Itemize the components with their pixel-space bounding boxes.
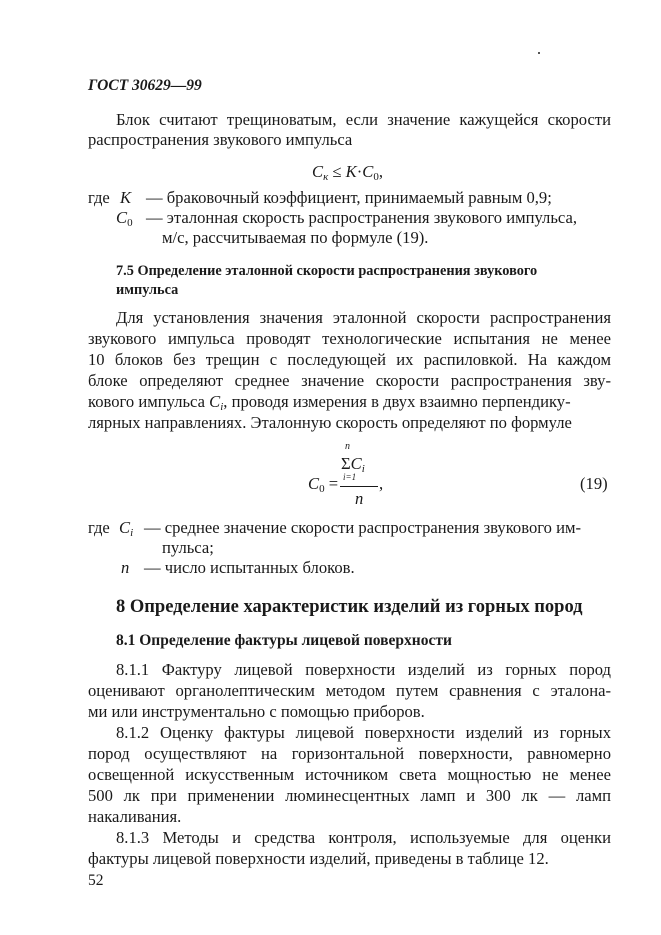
section-7-5-title-line1: 7.5 Определение эталонной скорости распространения звукового <box>116 263 538 279</box>
para812-line3: освещенной искусственным источником света мощностью не менее <box>88 765 611 784</box>
where1-c0-symbol: $C_0$ <box>116 208 133 229</box>
para811-line1: 8.1.1 Фактуру лицевой поверхности изделий из горных пород <box>116 660 611 679</box>
where1-c0-line1: — эталонная скорость распространения звукового импульса, <box>146 208 577 227</box>
para2-line1: Для установления значения эталонной скорости распространения <box>116 308 611 327</box>
where2-ci-symbol: $C_i$ <box>119 518 134 539</box>
para1-line2: распространения звукового импульса <box>88 130 353 149</box>
section-8-title: 8 Определение характеристик изделий из горных пород <box>116 597 583 617</box>
formula-condition: $C_к \le K\cdot C_0$, <box>312 162 383 183</box>
sum-upper-limit: n <box>345 441 350 452</box>
fraction-bar <box>340 486 378 487</box>
where1-k-text: — браковочный коэффициент, принимаемый равным 0,9; <box>146 188 552 207</box>
para2-line4: блоке определяют среднее значение скорости распространения зву- <box>88 371 611 390</box>
para2-line6: лярных направлениях. Эталонную скорость определяют по формуле <box>88 413 572 432</box>
section-7-5-title-line2: импульса <box>116 282 179 298</box>
para2-line2: звукового импульса проводят технологические испытания не менее <box>88 329 611 348</box>
sum-lower-limit: i=1 <box>343 472 357 482</box>
para2-line3: 10 блоков без трещин с последующей их распиловкой. На каждом <box>88 350 611 369</box>
section-8-1-title: 8.1 Определение фактуры лицевой поверхности <box>116 632 452 649</box>
page-number: 52 <box>88 872 104 889</box>
document-header: ГОСТ 30629—99 <box>88 77 202 94</box>
where2-ci-line2: пульса; <box>162 538 214 557</box>
fraction-denominator: n <box>355 489 364 508</box>
para813-line2: фактуры лицевой поверхности изделий, приведены в таблице 12. <box>88 849 549 868</box>
where2-n-text: — число испытанных блоков. <box>144 558 355 577</box>
formula-number: (19) <box>580 474 608 493</box>
where1-k-symbol: K <box>120 188 132 207</box>
para813-line1: 8.1.3 Методы и средства контроля, используемые для оценки <box>116 828 611 847</box>
where2-ci-line1: — среднее значение скорости распространения звукового им- <box>144 518 581 537</box>
where2-label: где <box>88 518 110 537</box>
para811-line2: оценивают органолептическим методом путем сравнения с эталона- <box>88 681 611 700</box>
formula19-lhs: $C_0$ = <box>308 474 339 495</box>
formula19-comma: , <box>379 474 384 493</box>
scan-dot <box>538 52 540 54</box>
para811-line3: ми или инструментально с помощью приборов. <box>88 702 425 721</box>
para1-line1: Блок считают трещиноватым, если значение кажущейся скорости <box>116 110 611 129</box>
para812-line1: 8.1.2 Оценку фактуры лицевой поверхности изделий из горных <box>116 723 611 742</box>
para812-line2: пород осуществляют на горизонтальной поверхности, равномерно <box>88 744 611 763</box>
para812-line5: накаливания. <box>88 807 182 826</box>
where1-c0-line2: м/с, рассчитываемая по формуле (19). <box>162 228 429 247</box>
where1-label: где <box>88 188 110 207</box>
where2-n-symbol: n <box>121 558 130 577</box>
para812-line4: 500 лк при применении люминесцентных ламп и 300 лк — ламп <box>88 786 611 805</box>
para2-line5: кового импульса $C_i$, проводя измерения в двух взаимно перпендику- <box>88 392 571 413</box>
sum-expression: $\Sigma C_i$ <box>341 454 365 475</box>
